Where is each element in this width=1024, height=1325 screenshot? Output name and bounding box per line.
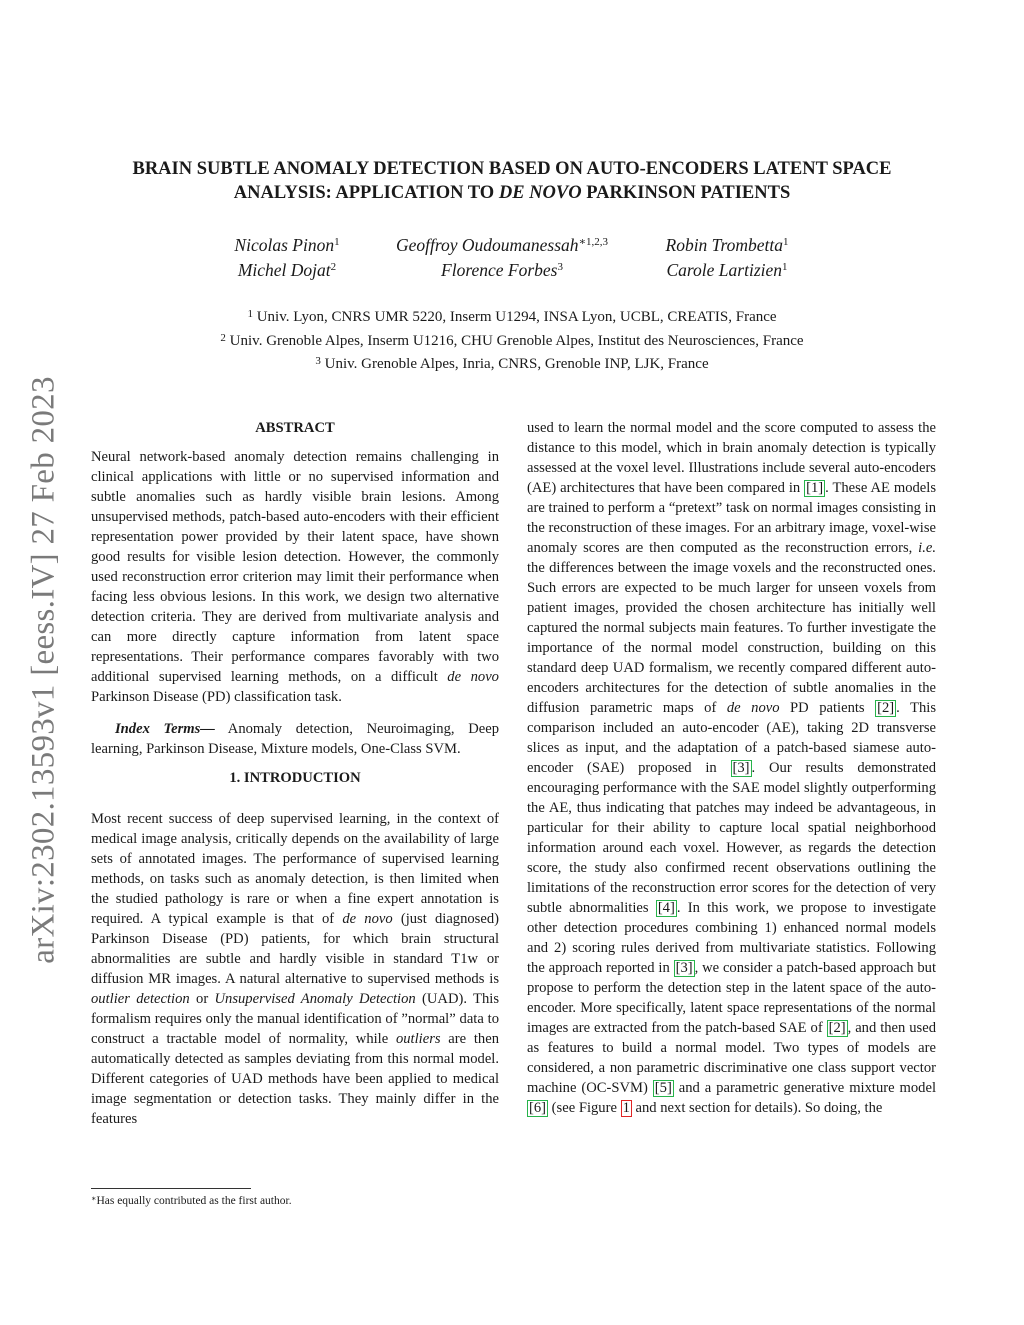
author — [367, 258, 637, 283]
intro-text: (UAD). This formalism requires only the manual identification of ”normal” data to construct a tractable model of normality, while — [91, 991, 499, 1047]
body-text: . These AE models are trained to perform a “pretext” task on normal images consisting in the reconstruction of these images. For an arbitrary image, voxel-wise anomaly scores are then computed as the reconstruction errors, — [527, 480, 936, 556]
body-italic: de novo — [726, 700, 780, 716]
right-column — [527, 418, 936, 1118]
figure-reference-link[interactable]: 1 — [622, 1100, 630, 1116]
author-affiliation-mark: 1 — [782, 236, 789, 248]
left-column — [91, 418, 499, 1129]
index-terms — [91, 719, 499, 759]
body-text: and a parametric generative mixture model — [673, 1080, 937, 1096]
citation-link[interactable]: [2] — [828, 1020, 846, 1036]
author-affiliation-mark: 3 — [557, 261, 563, 273]
affiliation — [100, 330, 924, 354]
title-line-2 — [60, 181, 964, 205]
title-line-2-prefix: ANALYSIS: APPLICATION TO — [233, 183, 499, 203]
author-affiliation-mark: 2 — [330, 261, 337, 273]
citation-link[interactable]: [2] — [877, 700, 895, 716]
abstract-heading: ABSTRACT — [255, 420, 335, 436]
body-text: , and then used as features to build a normal model. Two types of models are considered, a non parametric discriminative one class support vector machine (OC-SVM) — [527, 1020, 936, 1096]
intro-italic: de novo — [342, 911, 393, 927]
affiliation-text: Univ. Lyon, CNRS UMR 5220, Inserm U1294, INSA Lyon, UCBL, CREATIS, France — [252, 309, 777, 325]
citation-link[interactable]: [3] — [675, 960, 693, 976]
footnote-mark: ∗ — [91, 1194, 97, 1203]
body-text: , we consider a patch-based approach but propose to perform the detection step in the latent space of the auto-encoder. More specifically, latent space representations of the normal images are extracted from the patch-based SAE of — [527, 960, 936, 1036]
arxiv-identifier: arXiv:2302.13593v1 [eess.IV] 27 Feb 2023 — [25, 376, 62, 964]
body-text: . Our results demonstrated encouraging performance with the SAE model slightly outperforming the AE, thus indicating that patches may indeed be advantageous, in particular for their ability to capture local spatial neighborhood information around each voxel. However, as regards the detection score, the study also confirmed recent observations outlining the limitations of the reconstruction error scores for the detection of very subtle abnormalities — [527, 760, 936, 916]
author-list — [150, 233, 874, 283]
body-italic: i.e. — [918, 540, 936, 556]
paper-title — [60, 157, 964, 205]
intro-italic: outliers — [395, 1031, 441, 1047]
title-line-1: BRAIN SUBTLE ANOMALY DETECTION BASED ON AUTO-ENCODERS LATENT SPACE — [132, 159, 892, 179]
title-line-2-suffix: PARKINSON PATIENTS — [581, 183, 791, 203]
body-text: (see Figure — [548, 1100, 621, 1116]
author-name: Nicolas Pinon — [234, 235, 335, 255]
author-name: Geoffroy Oudoumanessah — [395, 235, 579, 255]
citation-link[interactable]: [4] — [657, 900, 675, 916]
citation-link[interactable]: [6] — [529, 1100, 547, 1116]
intro-text: (just diagnosed) Parkinson Disease (PD) patients, for which brain structural abnormalities are subtle and hardly visible in standard T1w or diffusion MR images. A natural alternative to supervised methods is — [91, 911, 500, 987]
author-name: Carole Lartizien — [666, 260, 783, 280]
intro-text: or — [189, 991, 215, 1007]
body-text: and next section for details). So doing, the — [631, 1100, 883, 1116]
abstract-italic: de novo — [447, 669, 499, 685]
index-terms-text: Anomaly detection, Neuroimaging, Deep learning, Parkinson Disease, Mixture models, One-Class SVM. — [91, 721, 499, 757]
body-text: the differences between the image voxels and the reconstructed ones. Such errors are expected to be much larger for unseen voxels from patient images, provided the chosen architecture has initially well captured the normal subjects main features. To further investigate the importance of the normal model construction, building on this standard deep UAD formalism, we recently compared different auto-encoders architectures for the detection of subtle anomalies in the diffusion parametric maps of — [527, 560, 936, 716]
citation-link[interactable]: [1] — [806, 480, 824, 496]
affiliation-number: 2 — [220, 331, 226, 344]
affiliation-number: 3 — [315, 355, 321, 367]
author-affiliation-mark: 1 — [334, 236, 340, 248]
footnote-text: Has equally contributed as the first author. — [96, 1195, 292, 1207]
body-text: used to learn the normal model and the score computed to assess the distance to this model, which in brain anomaly detection is typically assessed at the voxel level. Illustrations include several auto-encoders (AE) architectures that have been compared in — [527, 420, 936, 496]
body-text: PD patients — [779, 700, 876, 716]
affiliation — [100, 353, 924, 377]
footnote-divider — [91, 1188, 251, 1189]
affiliation-number: 1 — [247, 308, 253, 320]
intro-text: are then automatically detected as samples deviating from this normal model. Different categories of UAD methods have been applied to medical image segmentation or detection tasks. They mainly differ in the features — [91, 1031, 499, 1127]
body-text: . In this work, we propose to investigate other detection procedures combining 1) enhanced normal models and 2) scoring rules derived from multivariate statistics. Following the approach reported in — [527, 900, 936, 976]
citation-link[interactable]: [3] — [732, 760, 750, 776]
author-affiliation-mark: ∗1,2,3 — [578, 236, 609, 248]
affiliations — [100, 306, 924, 377]
intro-paragraph — [91, 809, 499, 1129]
intro-italic: Unsupervised Anomaly Detection — [214, 991, 416, 1007]
author — [207, 258, 367, 283]
author-name: Michel Dojat — [237, 260, 331, 280]
abstract-body — [91, 447, 499, 707]
intro-heading: 1. INTRODUCTION — [229, 770, 361, 786]
abstract-text: Neural network-based anomaly detection remains challenging in clinical applications with little or no supervised information and subtle anomalies such as hardly visible brain lesions. Among unsupervised methods, patch-based auto-encoders with their efficient representation power provided by their latent space, have shown good results for visible lesion detection. However, the commonly used reconstruction error criterion may limit their performance when facing less obvious lesions. In this work, we design two alternative detection criteria. They are derived from multivariate analysis and can more directly capture information from latent space representations. Their performance compares favorably with two additional supervised learning methods, on a difficult — [91, 449, 499, 685]
citation-link[interactable]: [5] — [654, 1080, 672, 1096]
body-text: . This comparison included an auto-encoder (AE), taking 2D transverse slices as input, and the adaptation of a patch-based siamese auto-encoder (SAE) proposed in — [527, 700, 937, 776]
author-row-1 — [150, 233, 874, 258]
affiliation-text: Univ. Grenoble Alpes, Inria, CNRS, Grenoble INP, LJK, France — [320, 356, 709, 372]
index-terms-label: Index Terms— — [115, 721, 215, 737]
arxiv-sidebar — [18, 340, 70, 1000]
title-line-2-italic: DE NOVO — [498, 183, 582, 203]
author — [207, 233, 367, 258]
footnote — [91, 1193, 499, 1209]
author-row-2 — [150, 258, 874, 283]
author-affiliation-mark: 1 — [782, 261, 788, 273]
intro-italic: outlier detection — [91, 991, 190, 1007]
author-name: Florence Forbes — [441, 260, 558, 280]
affiliation-text: Univ. Grenoble Alpes, Inserm U1216, CHU Grenoble Alpes, Institut des Neurosciences, France — [225, 332, 804, 349]
intro-text: Most recent success of deep supervised learning, in the context of medical image analysis, critically depends on the availability of large sets of annotated images. The performance of supervised learning methods, on tasks such as anomaly detection, is then limited when the studied pathology is rare or when a fine expert annotation is required. A typical example is that of — [91, 811, 499, 927]
author-name: Robin Trombetta — [665, 235, 783, 255]
author — [637, 258, 817, 283]
author — [637, 233, 817, 258]
abstract-text-end: Parkinson Disease (PD) classification task. — [91, 689, 342, 705]
right-column-paragraph — [527, 418, 936, 1118]
affiliation — [100, 306, 924, 330]
author — [367, 233, 637, 258]
